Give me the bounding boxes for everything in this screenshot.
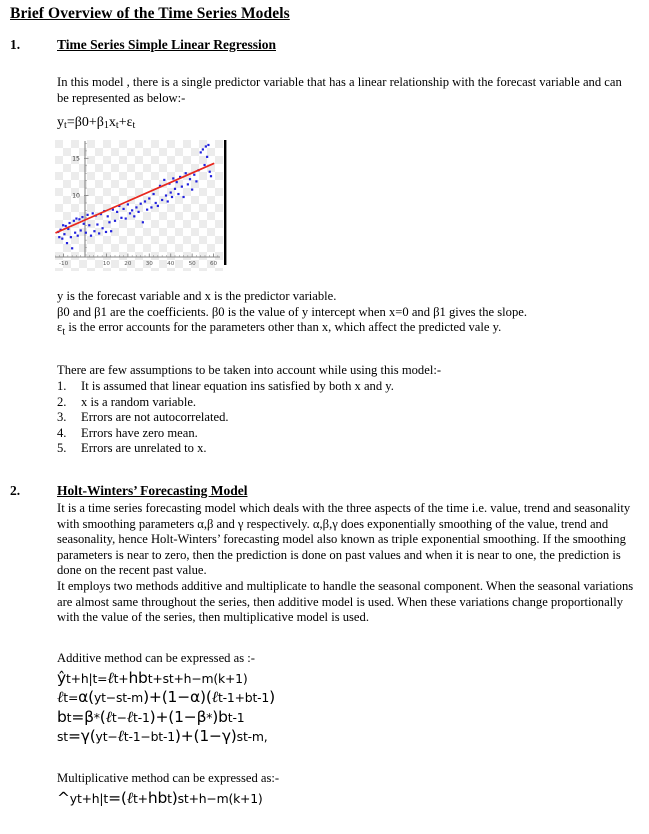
- formula-token: s: [57, 729, 64, 745]
- scatter-point: [96, 223, 98, 225]
- formula-token: t−: [102, 729, 118, 745]
- section-1-heading: Time Series Simple Linear Regression: [57, 37, 276, 52]
- scatter-point: [165, 194, 167, 196]
- explanation-line-2: β0 and β1 are the coefficients. β0 is the value of y intercept when x=0 and β1 gives the slope.: [57, 304, 527, 319]
- scatter-point: [144, 200, 146, 202]
- section-1-variable-explanation: [57, 289, 635, 340]
- list-item-text: It is assumed that linear equation ins satisfied by both x and y.: [81, 379, 394, 393]
- scatter-point: [207, 144, 209, 146]
- epsilon-subscript: t: [62, 326, 66, 338]
- scatter-point: [187, 183, 189, 185]
- seasonal-equation: [57, 727, 617, 747]
- formula-token: )b: [212, 707, 228, 726]
- scatter-point: [163, 179, 165, 181]
- equation-epsilon-subscript: t: [132, 120, 136, 132]
- scatter-point: [161, 199, 163, 201]
- formula-token: hb: [147, 788, 168, 807]
- scatter-point: [88, 224, 90, 226]
- x-tick-label: 50: [188, 261, 196, 267]
- x-tick-label: 10: [102, 261, 110, 267]
- formula-token: =γ(: [67, 727, 96, 746]
- list-item: [57, 395, 617, 411]
- scatter-point: [108, 221, 110, 223]
- scatter-point: [146, 209, 148, 211]
- x-tick-label: 20: [124, 261, 132, 267]
- scatter-point: [209, 171, 211, 173]
- formula-token: =β: [71, 707, 94, 726]
- scatter-point: [114, 220, 116, 222]
- section-1-number: 1.: [10, 37, 21, 52]
- scatter-point: [200, 151, 202, 153]
- formula-token: ℓ: [126, 788, 133, 807]
- y-tick-label: 15: [72, 155, 80, 163]
- document-title: Brief Overview of the Time Series Models: [10, 5, 290, 22]
- scatter-point: [182, 196, 184, 198]
- scatter-point: [191, 188, 193, 190]
- scatter-point: [171, 196, 173, 198]
- formula-token: t: [167, 790, 172, 806]
- scatter-point: [210, 175, 212, 177]
- formula-token: t+h|t: [65, 670, 98, 686]
- scatter-point: [66, 242, 68, 244]
- scatter-point: [71, 247, 73, 249]
- scatter-point: [98, 232, 100, 234]
- list-item: [57, 441, 617, 457]
- scatter-point: [193, 174, 195, 176]
- formula-token: s: [236, 729, 243, 745]
- formula-token: ŷ: [57, 668, 66, 687]
- formula-token: t: [66, 709, 72, 725]
- scatter-point: [157, 205, 159, 207]
- equation-part-1: =β0+β: [66, 115, 104, 130]
- scatter-point: [135, 206, 137, 208]
- scatter-point: [78, 218, 80, 220]
- formula-token: t-1: [123, 729, 141, 745]
- section-2-heading: Holt-Winters’ Forecasting Model: [57, 483, 248, 498]
- scatter-point: [81, 216, 83, 218]
- formula-token: t: [63, 690, 68, 706]
- formula-token: =: [67, 690, 79, 706]
- assumptions-list: [57, 379, 617, 457]
- y-tick-label: 10: [72, 192, 80, 200]
- scatter-point: [77, 235, 79, 237]
- formula-token: t-1: [158, 729, 175, 745]
- scatter-point: [90, 235, 92, 237]
- x-tick-label: 60: [210, 261, 218, 267]
- formula-token: t-1: [133, 709, 150, 725]
- formula-token: ℓ: [126, 707, 134, 726]
- formula-token: ℓ: [57, 688, 64, 707]
- assumptions-intro: There are few assumptions to be taken into account while using this model:-: [57, 363, 442, 377]
- scatter-point: [116, 211, 118, 213]
- formula-token: s: [115, 690, 123, 706]
- formula-token: )+(1−α)(: [143, 688, 212, 707]
- scatter-point: [202, 148, 204, 150]
- scatter-point: [63, 233, 65, 235]
- formula-token: ): [269, 688, 275, 707]
- formula-token: t-1: [217, 690, 235, 706]
- scatter-point: [58, 236, 60, 238]
- scatter-plot-chart: [55, 140, 228, 271]
- scatter-point: [86, 214, 88, 216]
- scatter-point: [85, 232, 87, 234]
- formula-token: +b: [234, 690, 253, 706]
- formula-token: t: [147, 670, 153, 686]
- formula-token: )+(1−β: [149, 707, 207, 726]
- multiplicative-forecast-equation: [57, 789, 617, 809]
- scatter-point: [83, 223, 85, 225]
- formula-token: s: [162, 670, 169, 686]
- formula-token: )+(1−γ): [174, 727, 237, 746]
- section-2-number: 2.: [10, 483, 21, 498]
- formula-token: y: [69, 790, 77, 806]
- formula-token: t: [113, 670, 119, 686]
- equation-y: y: [57, 115, 64, 130]
- scatter-point: [131, 209, 133, 211]
- formula-token: α(: [78, 688, 94, 707]
- formula-token: t-m,: [242, 729, 268, 745]
- formula-token: +: [137, 790, 148, 806]
- scatter-point: [185, 172, 187, 174]
- formula-token: t+h−m(k+1): [183, 790, 263, 806]
- x-tick-label: -10: [59, 261, 69, 267]
- formula-token: +: [152, 670, 163, 686]
- formula-token: ): [171, 788, 178, 807]
- list-item-number: 5.: [57, 441, 67, 456]
- equation-x: x: [108, 115, 116, 130]
- multiplicative-method-block: [57, 771, 617, 808]
- list-item-text: Errors are not autocorrelated.: [81, 410, 229, 425]
- scatter-point: [155, 202, 157, 204]
- list-item-text: Errors are unrelated to x.: [81, 441, 207, 456]
- formula-token: y: [95, 729, 103, 745]
- formula-token: s: [177, 790, 184, 806]
- level-equation: [57, 688, 617, 708]
- formula-token: t−: [111, 709, 127, 725]
- formula-token: ℓ: [211, 688, 218, 707]
- equation-x-subscript: t: [115, 120, 119, 132]
- scatter-point: [74, 232, 76, 234]
- list-item: [57, 379, 617, 395]
- forecast-equation: [57, 669, 617, 689]
- section-2-paragraph-1: It is a time series forecasting model which deals with the three aspects of the time i.e. value, trend and seasonality with smoothing parameters α,β and γ respectively. α,β,γ does exponentially smoothing of the value, trend and seasonality, hence Holt-Winters’ forecasting model also known as triple exponential smoothing. If the smoothing parameters is near to zero, then the prediction is done on past values and when it is near to one, the prediction is done on the recent past value.: [57, 501, 631, 578]
- scatter-plot-svg: [55, 140, 228, 271]
- linear-regression-equation: [57, 114, 135, 134]
- formula-token: =(: [108, 788, 127, 807]
- scatter-point: [73, 220, 75, 222]
- additive-method-lead: Additive method can be expressed as :-: [57, 651, 255, 665]
- scatter-point: [65, 225, 67, 227]
- list-item-number: 3.: [57, 410, 67, 425]
- formula-token: *: [93, 709, 100, 725]
- scatter-point: [92, 212, 94, 214]
- formula-token: y: [94, 690, 102, 706]
- scatter-point: [174, 188, 176, 190]
- equation-y-subscript: t: [64, 120, 67, 132]
- chart-right-border: [224, 140, 226, 265]
- scatter-point: [152, 193, 154, 195]
- formula-token: ℓ: [107, 668, 114, 687]
- chart-background: [55, 140, 223, 271]
- scatter-point: [129, 212, 131, 214]
- scatter-point: [61, 238, 63, 240]
- formula-token: −b: [140, 729, 159, 745]
- section-1-intro: In this model , there is a single predictor variable that has a linear relationship with the forecast variable and can be represented as below:-: [57, 75, 622, 105]
- list-item-number: 1.: [57, 379, 67, 393]
- scatter-point: [62, 224, 64, 226]
- equation-epsilon: +ε: [118, 115, 133, 130]
- list-item-number: 2.: [57, 394, 67, 409]
- scatter-point: [177, 193, 179, 195]
- scatter-point: [195, 180, 197, 182]
- equation-beta1-subscript: 1: [103, 120, 109, 132]
- scatter-point: [189, 178, 191, 180]
- scatter-point: [137, 211, 139, 213]
- scatter-point: [170, 191, 172, 193]
- scatter-point: [70, 236, 72, 238]
- formula-token: ℓ: [117, 727, 124, 746]
- formula-token: (: [99, 707, 106, 726]
- list-item: [57, 426, 617, 442]
- list-item-number: 4.: [57, 425, 67, 440]
- scatter-point: [181, 186, 183, 188]
- formula-token: t-1: [252, 690, 270, 706]
- additive-method-block: [57, 651, 617, 747]
- scatter-point: [172, 177, 174, 179]
- formula-token: ^: [57, 788, 70, 807]
- scatter-point: [120, 217, 122, 219]
- scatter-point: [148, 197, 150, 199]
- trend-equation: [57, 708, 617, 728]
- scatter-point: [167, 200, 169, 202]
- scatter-point: [80, 229, 82, 231]
- scatter-point: [176, 181, 178, 183]
- formula-token: b: [57, 707, 67, 726]
- scatter-point: [206, 156, 208, 158]
- formula-token: t+h−m(k+1): [168, 670, 248, 686]
- formula-token: +: [118, 670, 129, 686]
- x-tick-label: 40: [167, 261, 175, 267]
- scatter-point: [125, 217, 127, 219]
- list-item: [57, 410, 617, 426]
- scatter-point: [150, 206, 152, 208]
- formula-token: ℓ: [105, 707, 112, 726]
- scatter-point: [107, 215, 109, 217]
- multiplicative-method-lead: Multiplicative method can be expressed as:-: [57, 771, 280, 785]
- formula-token: t-m: [122, 690, 144, 706]
- scatter-point: [75, 217, 77, 219]
- formula-token: t: [63, 729, 68, 745]
- formula-token: t: [132, 790, 138, 806]
- scatter-point: [122, 208, 124, 210]
- scatter-point: [142, 221, 144, 223]
- x-tick-label: 30: [145, 261, 153, 267]
- formula-token: t−: [101, 690, 116, 706]
- scatter-point: [105, 231, 107, 233]
- scatter-point: [127, 203, 129, 205]
- scatter-point: [203, 164, 205, 166]
- explanation-line-1: y is the forecast variable and x is the predictor variable.: [57, 289, 337, 303]
- scatter-point: [133, 215, 135, 217]
- scatter-point: [140, 203, 142, 205]
- formula-token: =: [97, 670, 108, 686]
- section-2-paragraph-2: It employs two methods additive and multiplicate to handle the seasonal component. When the seasonal variations are almost same throughout the series, then additive model is used. When these variations change proportionally with the value of the series, then multiplicative model is used.: [57, 579, 634, 625]
- explanation-line-3-text: is the error accounts for the parameters other than x, which affect the predicted vale y.: [65, 320, 502, 335]
- epsilon-symbol: ε: [57, 320, 63, 335]
- list-item-text: x is a random variable.: [81, 394, 197, 409]
- list-item-text: Errors have zero mean.: [81, 425, 198, 440]
- scatter-point: [93, 230, 95, 232]
- formula-token: *: [206, 709, 213, 725]
- formula-token: t+h|t: [76, 790, 109, 806]
- scatter-point: [205, 145, 207, 147]
- scatter-point: [101, 227, 103, 229]
- scatter-point: [68, 222, 70, 224]
- scatter-point: [110, 230, 112, 232]
- formula-token: t-1: [227, 709, 245, 725]
- explanation-line-3: [57, 320, 635, 340]
- formula-token: hb: [128, 668, 148, 687]
